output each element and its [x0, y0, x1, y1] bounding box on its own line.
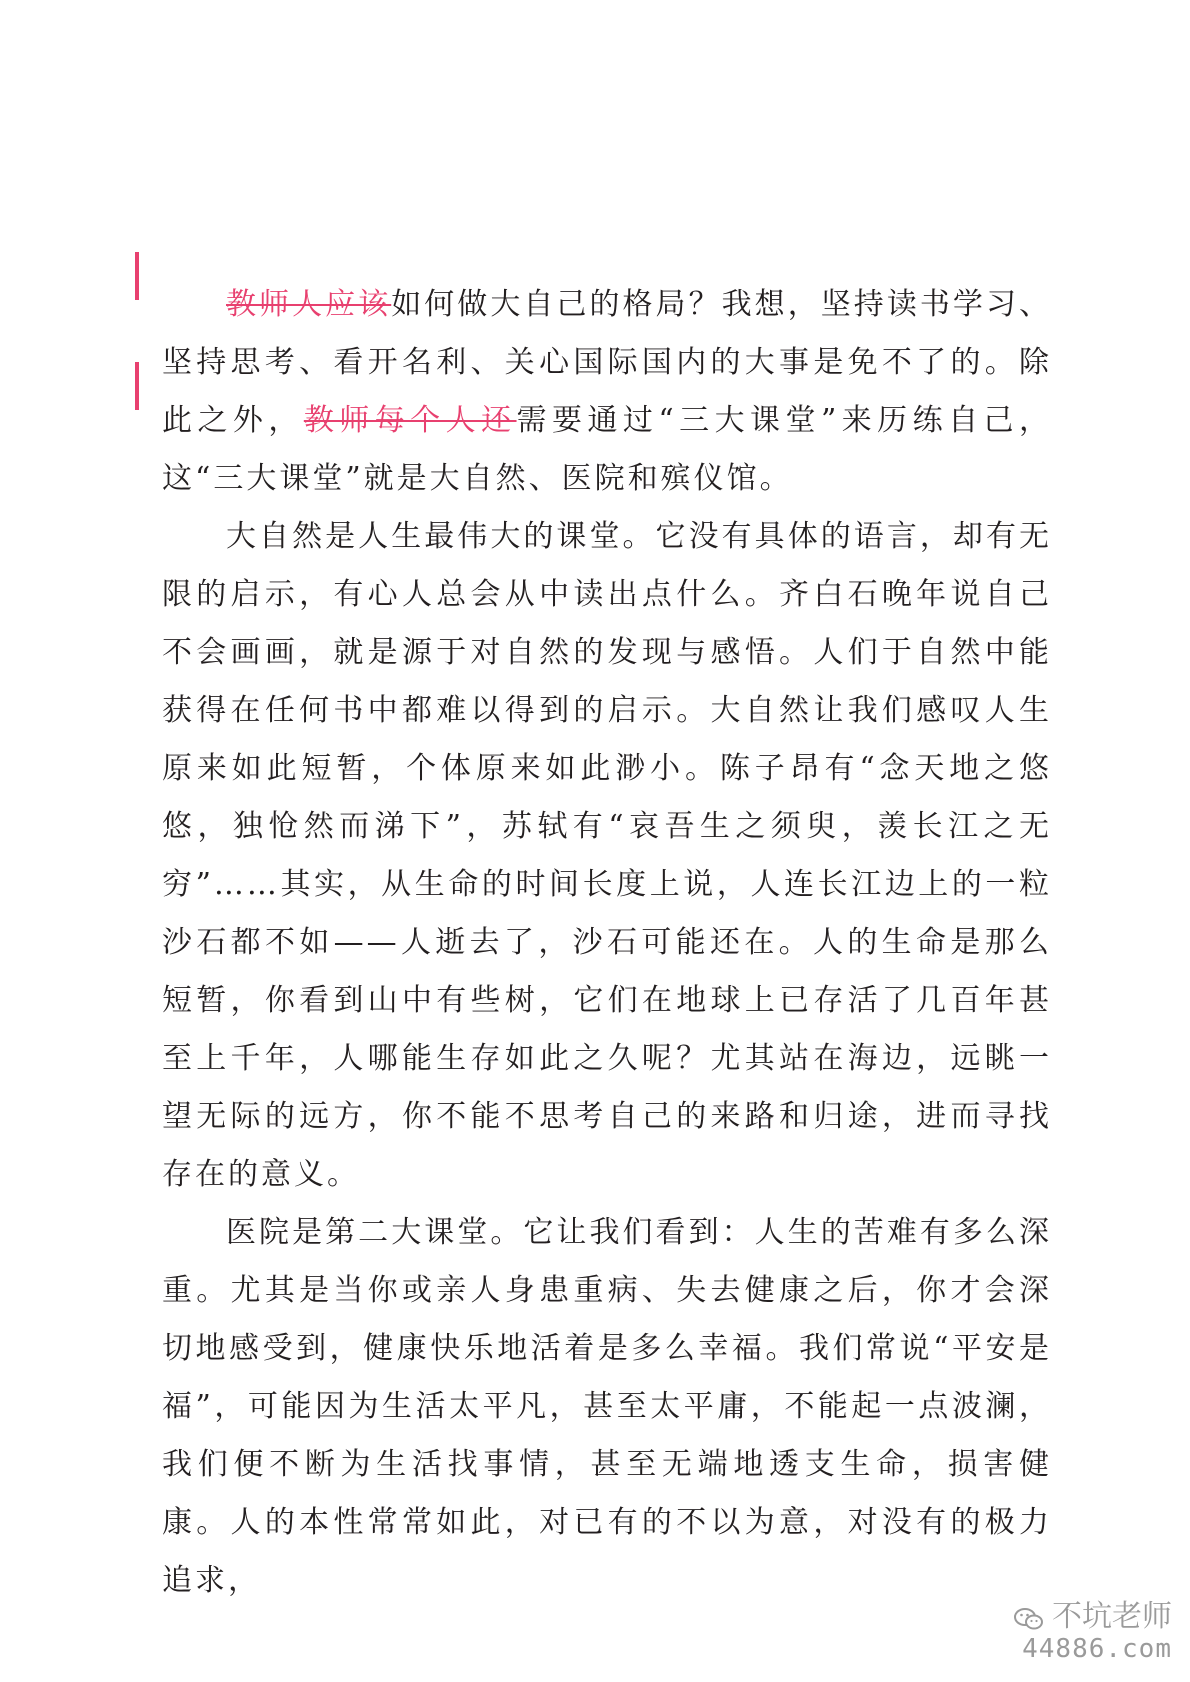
paragraph	[162, 508, 1052, 1204]
watermark-site: 44886.com	[1022, 1634, 1172, 1664]
watermark	[1014, 1600, 1172, 1664]
deleted-text: 教师每个人还	[303, 403, 517, 438]
paragraph-text: 医院是第二大课堂。它让我们看到：人生的苦难有多么深重。尤其是当你或亲人身患重病、失去健康之后，你才会深切地感受到，健康快乐地活着是多么幸福。我们常说“平安是福”，可能因为生活太平凡，甚至太平庸，不能起一点波澜，我们便不断为生活找事情，甚至无端地透支生命，损害健康。人的本性常常如此，对已有的不以为意，对没有的极力追求，	[162, 1215, 1052, 1598]
paragraph	[162, 276, 1052, 508]
wechat-icon	[1014, 1605, 1044, 1629]
paragraph	[162, 1204, 1052, 1610]
change-bar	[135, 252, 139, 300]
watermark-name: 不坑老师	[1052, 1599, 1172, 1634]
paragraph-text: 如何做大自己的格局？我想，坚持读书学习、坚持思考、看开名利、关心国际国内的大事是免不了的。除此之外，	[162, 287, 1053, 438]
body-text	[162, 276, 1052, 1610]
paragraph-text: 大自然是人生最伟大的课堂。它没有具体的语言，却有无限的启示，有心人总会从中读出点什么。齐白石晚年说自己不会画画，就是源于对自然的发现与感悟。人们于自然中能获得在任何书中都难以得到的启示。大自然让我们感叹人生原来如此短暂，个体原来如此渺小。陈子昂有“念天地之悠悠，独怆然而涕下”，苏轼有“哀吾生之须臾，羡长江之无穷”……其实，从生命的时间长度上说，人连长江边上的一粒沙石都不如——人逝去了，沙石可能还在。人的生命是那么短暂，你看到山中有些树，它们在地球上已存活了几百年甚至上千年，人哪能生存如此之久呢？尤其站在海边，远眺一望无际的远方，你不能不思考自己的来路和归途，进而寻找存在的意义。	[162, 519, 1052, 1192]
paragraph-text: 需要通过“三大课堂”来历练自己，这“三大课堂”就是大自然、医院和殡仪馆。	[162, 403, 1052, 496]
change-bar	[135, 362, 139, 410]
deleted-text: 教师人应该	[226, 287, 392, 322]
